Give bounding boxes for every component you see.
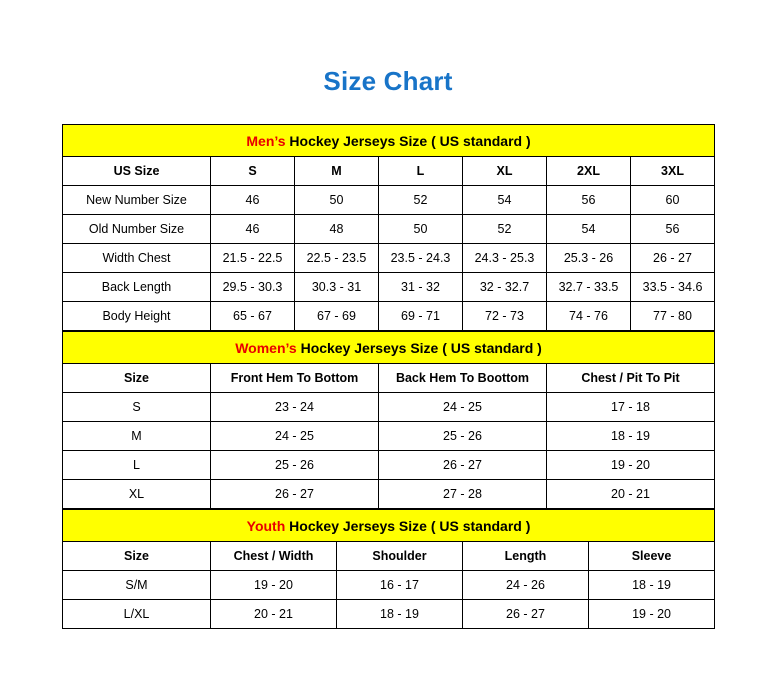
table-row — [63, 244, 715, 273]
youth-col-header-3: Length — [463, 542, 589, 571]
youth-row-1-cell-0: 20 - 21 — [211, 600, 337, 629]
youth-row-1-cell-1: 18 - 19 — [337, 600, 463, 629]
mens-row-3-cell-0: 29.5 - 30.3 — [211, 273, 295, 302]
mens-row-2-cell-5: 26 - 27 — [631, 244, 715, 273]
mens-section-header-cell — [63, 125, 715, 157]
womens-row-3-cell-0: 26 - 27 — [211, 480, 379, 509]
youth-column-header-row — [63, 542, 715, 571]
mens-row-4-label: Body Height — [63, 302, 211, 331]
mens-row-1-cell-5: 56 — [631, 215, 715, 244]
mens-col-header-1: S — [211, 157, 295, 186]
youth-col-header-1: Chest / Width — [211, 542, 337, 571]
mens-col-header-4: XL — [463, 157, 547, 186]
table-row — [63, 302, 715, 331]
youth-section-accent: Youth — [246, 517, 286, 534]
mens-row-4-cell-4: 74 - 76 — [547, 302, 631, 331]
mens-row-4-cell-5: 77 - 80 — [631, 302, 715, 331]
womens-section-accent: Women’s — [235, 339, 297, 356]
mens-row-0-cell-1: 50 — [295, 186, 379, 215]
table-row — [63, 451, 715, 480]
youth-col-header-2: Shoulder — [337, 542, 463, 571]
table-row — [63, 186, 715, 215]
womens-row-2-cell-1: 26 - 27 — [379, 451, 547, 480]
size-tables-container — [62, 97, 714, 629]
youth-section-header — [63, 510, 715, 542]
womens-col-header-2: Back Hem To Boottom — [379, 364, 547, 393]
womens-section-rest: Hockey Jerseys Size ( US standard ) — [296, 339, 542, 356]
womens-section-header — [63, 332, 715, 364]
youth-row-0-cell-3: 18 - 19 — [589, 571, 715, 600]
womens-section-header-cell — [63, 332, 715, 364]
womens-row-3-cell-2: 20 - 21 — [547, 480, 715, 509]
mens-row-0-cell-4: 56 — [547, 186, 631, 215]
page-title: Size Chart — [323, 66, 453, 96]
youth-row-0-cell-2: 24 - 26 — [463, 571, 589, 600]
womens-row-2-cell-2: 19 - 20 — [547, 451, 715, 480]
womens-row-0-label: S — [63, 393, 211, 422]
youth-row-0-label: S/M — [63, 571, 211, 600]
womens-row-0-cell-1: 24 - 25 — [379, 393, 547, 422]
table-row — [63, 273, 715, 302]
mens-row-3-cell-3: 32 - 32.7 — [463, 273, 547, 302]
mens-row-1-cell-2: 50 — [379, 215, 463, 244]
mens-row-0-cell-2: 52 — [379, 186, 463, 215]
womens-row-3-label: XL — [63, 480, 211, 509]
womens-col-header-1: Front Hem To Bottom — [211, 364, 379, 393]
mens-row-0-cell-3: 54 — [463, 186, 547, 215]
table-row — [63, 480, 715, 509]
womens-size-table — [62, 331, 715, 509]
youth-row-1-label: L/XL — [63, 600, 211, 629]
mens-col-header-3: L — [379, 157, 463, 186]
womens-row-2-cell-0: 25 - 26 — [211, 451, 379, 480]
mens-row-0-label: New Number Size — [63, 186, 211, 215]
womens-row-1-label: M — [63, 422, 211, 451]
mens-section-header — [63, 125, 715, 157]
mens-row-2-cell-3: 24.3 - 25.3 — [463, 244, 547, 273]
mens-row-4-cell-0: 65 - 67 — [211, 302, 295, 331]
youth-section-header-cell — [63, 510, 715, 542]
mens-row-4-cell-2: 69 - 71 — [379, 302, 463, 331]
mens-col-header-0: US Size — [63, 157, 211, 186]
womens-row-3-cell-1: 27 - 28 — [379, 480, 547, 509]
womens-row-0-cell-0: 23 - 24 — [211, 393, 379, 422]
womens-row-1-cell-2: 18 - 19 — [547, 422, 715, 451]
mens-row-3-cell-5: 33.5 - 34.6 — [631, 273, 715, 302]
mens-row-0-cell-5: 60 — [631, 186, 715, 215]
mens-row-4-cell-1: 67 - 69 — [295, 302, 379, 331]
womens-col-header-0: Size — [63, 364, 211, 393]
mens-row-3-cell-2: 31 - 32 — [379, 273, 463, 302]
mens-row-2-cell-4: 25.3 - 26 — [547, 244, 631, 273]
mens-row-1-cell-0: 46 — [211, 215, 295, 244]
youth-size-table — [62, 509, 715, 629]
womens-row-1-cell-0: 24 - 25 — [211, 422, 379, 451]
mens-col-header-2: M — [295, 157, 379, 186]
youth-section-rest: Hockey Jerseys Size ( US standard ) — [285, 517, 531, 534]
mens-row-1-cell-4: 54 — [547, 215, 631, 244]
mens-row-4-cell-3: 72 - 73 — [463, 302, 547, 331]
youth-col-header-4: Sleeve — [589, 542, 715, 571]
womens-row-0-cell-2: 17 - 18 — [547, 393, 715, 422]
table-row — [63, 600, 715, 629]
youth-row-0-cell-0: 19 - 20 — [211, 571, 337, 600]
youth-row-0-cell-1: 16 - 17 — [337, 571, 463, 600]
mens-row-1-cell-1: 48 — [295, 215, 379, 244]
mens-row-2-cell-1: 22.5 - 23.5 — [295, 244, 379, 273]
mens-row-2-cell-2: 23.5 - 24.3 — [379, 244, 463, 273]
mens-row-1-label: Old Number Size — [63, 215, 211, 244]
mens-col-header-5: 2XL — [547, 157, 631, 186]
table-row — [63, 422, 715, 451]
womens-row-1-cell-1: 25 - 26 — [379, 422, 547, 451]
mens-col-header-6: 3XL — [631, 157, 715, 186]
mens-row-3-cell-1: 30.3 - 31 — [295, 273, 379, 302]
youth-row-1-cell-3: 19 - 20 — [589, 600, 715, 629]
table-row — [63, 571, 715, 600]
mens-row-2-cell-0: 21.5 - 22.5 — [211, 244, 295, 273]
youth-row-1-cell-2: 26 - 27 — [463, 600, 589, 629]
mens-row-3-label: Back Length — [63, 273, 211, 302]
mens-section-rest: Hockey Jerseys Size ( US standard ) — [285, 132, 531, 149]
table-row — [63, 393, 715, 422]
womens-col-header-3: Chest / Pit To Pit — [547, 364, 715, 393]
mens-row-1-cell-3: 52 — [463, 215, 547, 244]
mens-row-3-cell-4: 32.7 - 33.5 — [547, 273, 631, 302]
womens-column-header-row — [63, 364, 715, 393]
mens-column-header-row — [63, 157, 715, 186]
mens-row-2-label: Width Chest — [63, 244, 211, 273]
mens-row-0-cell-0: 46 — [211, 186, 295, 215]
womens-row-2-label: L — [63, 451, 211, 480]
mens-section-accent: Men’s — [246, 132, 286, 149]
youth-col-header-0: Size — [63, 542, 211, 571]
table-row — [63, 215, 715, 244]
mens-size-table — [62, 124, 715, 331]
